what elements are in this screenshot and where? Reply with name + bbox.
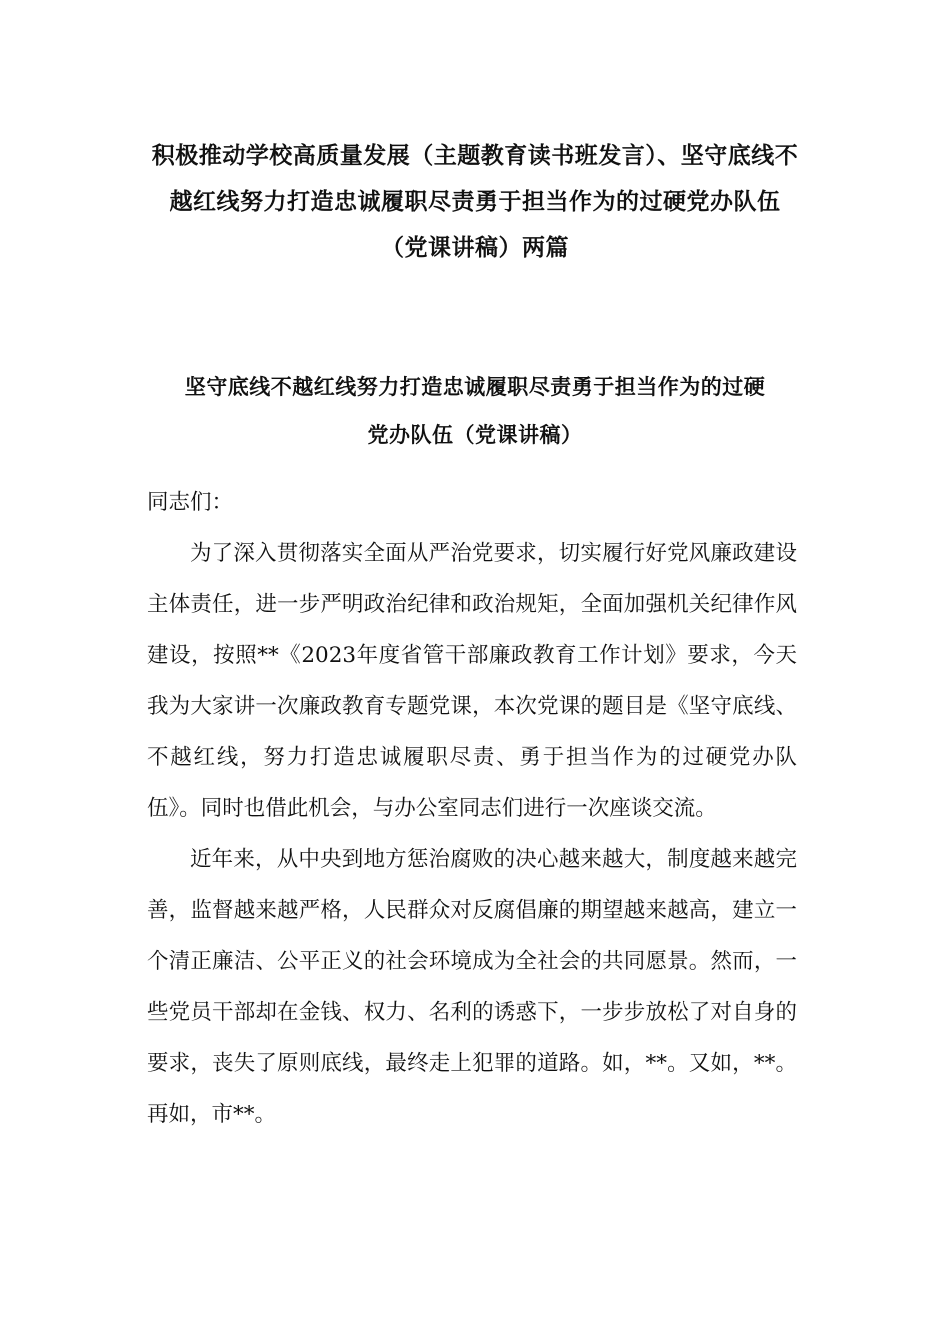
paragraph-2: 近年来，从中央到地方惩治腐败的决心越来越大，制度越来越完善，监督越来越严格，人民群众对反腐倡廉的期望越来越高，建立一个清正廉洁、公平正义的社会环境成为全社会的共同愿景。然而，一些党员干部却在金钱、权力、名利的诱惑下，一步步放松了对自身的要求，丧失了原则底线，最终走上犯罪的道路。如，**。又如，**。再如，市**。 xyxy=(147,847,797,1127)
speech-title xyxy=(150,363,800,459)
speech-title-line-1: 坚守底线不越红线努力打造忠诚履职尽责勇于担当作为的过硬 xyxy=(184,375,766,399)
document-title: 积极推动学校高质量发展（主题教育读书班发言）、坚守底线不越红线努力打造忠诚履职尽责勇于担当作为的过硬党办队伍（党课讲稿）两篇 xyxy=(151,143,799,261)
salutation: 同志们： xyxy=(147,490,234,515)
paragraph-1: 为了深入贯彻落实全面从严治党要求，切实履行好党风廉政建设主体责任，进一步严明政治纪律和政治规矩，全面加强机关纪律作风建设，按照**《2023年度省管干部廉政教育工作计划》要求，今天我为大家讲一次廉政教育专题党课，本次党课的题目是《坚守底线、不越红线，努力打造忠诚履职尽责、勇于担当作为的过硬党办队伍》。同时也借此机会，与办公室同志们进行一次座谈交流。 xyxy=(147,541,797,821)
speech-title-line-2: 党办队伍（党课讲稿） xyxy=(367,423,583,447)
speech-body xyxy=(147,477,797,1140)
